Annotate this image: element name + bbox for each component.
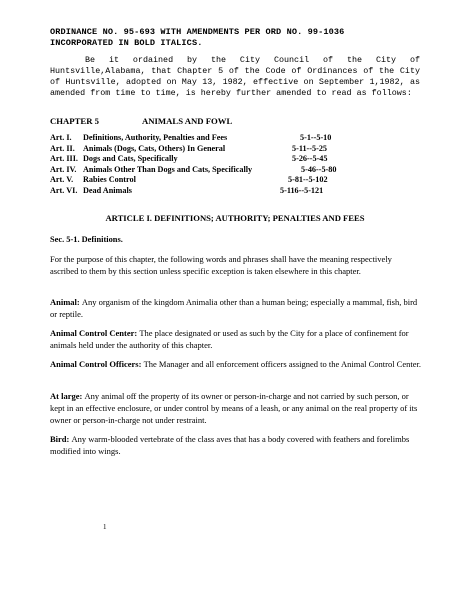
toc-article-number: Art. III. bbox=[50, 154, 78, 163]
toc-section-range: 5-11--5-25 bbox=[292, 143, 328, 153]
definition-text: Any animal off the property of its owner or person-in-charge and not carried by such person, or kept in an effective enclosure, or under control by means of a leash, or any animal on the real property of its owner or person-in-charge not under restraint. bbox=[50, 391, 418, 425]
intro-paragraph bbox=[50, 55, 420, 99]
toc-row bbox=[50, 165, 380, 176]
intro-text: Be it ordained by the City Council of the City of Huntsville,Alabama, that Chapter 5 of the Code of Ordinances of the City of Huntsville, adopted on May 13, 1982, effective on September 1,1982, as amended from time to time, is hereby further amended to read as follows: bbox=[50, 55, 420, 98]
page-number: 1 bbox=[103, 523, 107, 531]
toc-section-range: 5-116--5-121 bbox=[280, 185, 324, 195]
header-line-1: ORDINANCE NO. 95-693 WITH AMENDMENTS PER ORD NO. 99-1036 bbox=[50, 27, 345, 37]
definition-term: At large: bbox=[50, 391, 83, 401]
definition-animal-control-officers bbox=[50, 358, 422, 370]
chapter-title: ANIMALS AND FOWL bbox=[142, 116, 233, 126]
definition-bird bbox=[50, 433, 422, 457]
definition-term: Animal Control Officers: bbox=[50, 359, 142, 369]
toc-article-title: Animals (Dogs, Cats, Others) In General bbox=[83, 143, 226, 153]
article-heading: ARTICLE I. DEFINITIONS; AUTHORITY; PENALTIES AND FEES bbox=[105, 213, 365, 223]
definition-text: The Manager and all enforcement officers assigned to the Animal Control Center. bbox=[143, 359, 421, 369]
definition-term: Bird: bbox=[50, 434, 70, 444]
definition-text: Any warm-blooded vertebrate of the class aves that has a body covered with feathers and forelimbs modified into wings. bbox=[50, 434, 410, 456]
chapter-heading bbox=[50, 116, 233, 126]
definition-text: The place designated or used as such by the City for a place of confinement for animals held under the authority of this chapter. bbox=[50, 328, 409, 350]
toc-row bbox=[50, 144, 380, 155]
chapter-label: CHAPTER 5 bbox=[50, 116, 99, 126]
toc-row bbox=[50, 175, 380, 186]
definition-term: Animal: bbox=[50, 297, 80, 307]
definitions-intro: For the purpose of this chapter, the following words and phrases shall have the meaning respectively ascribed to them by this section unless specific exception is taken elsewhere in this chapter. bbox=[50, 254, 392, 276]
toc-section-range: 5-1--5-10 bbox=[300, 133, 332, 142]
table-of-contents bbox=[50, 133, 380, 196]
toc-article-title: Dogs and Cats, Specifically bbox=[83, 154, 178, 163]
toc-article-title: Animals Other Than Dogs and Cats, Specifically bbox=[83, 164, 253, 174]
definition-term: Animal Control Center: bbox=[50, 328, 138, 338]
toc-article-number: Art. I. bbox=[50, 133, 72, 142]
toc-article-title: Rabies Control bbox=[83, 175, 136, 184]
section-heading: Sec. 5-1. Definitions. bbox=[50, 235, 123, 244]
toc-article-title: Dead Animals bbox=[83, 185, 132, 195]
toc-row bbox=[50, 133, 380, 144]
definition-text: Any organism of the kingdom Animalia other than a human being; especially a mammal, fish, bird or reptile. bbox=[50, 297, 418, 319]
toc-section-range: 5-46--5-80 bbox=[301, 164, 337, 174]
toc-section-range: 5-26--5-45 bbox=[292, 154, 328, 163]
toc-article-number: Art. II. bbox=[50, 143, 75, 153]
toc-row bbox=[50, 154, 380, 165]
ordinance-header bbox=[50, 27, 430, 49]
definition-animal bbox=[50, 296, 422, 320]
toc-row bbox=[50, 186, 380, 197]
toc-article-title: Definitions, Authority, Penalties and Fees bbox=[83, 133, 228, 142]
toc-article-number: Art. V. bbox=[50, 175, 74, 184]
definition-at-large bbox=[50, 390, 422, 426]
toc-article-number: Art. IV. bbox=[50, 164, 77, 174]
toc-article-number: Art. VI. bbox=[50, 185, 78, 195]
definition-animal-control-center bbox=[50, 327, 422, 351]
header-line-2: INCORPORATED IN BOLD ITALICS. bbox=[50, 38, 203, 48]
toc-section-range: 5-81--5-102 bbox=[288, 175, 328, 184]
